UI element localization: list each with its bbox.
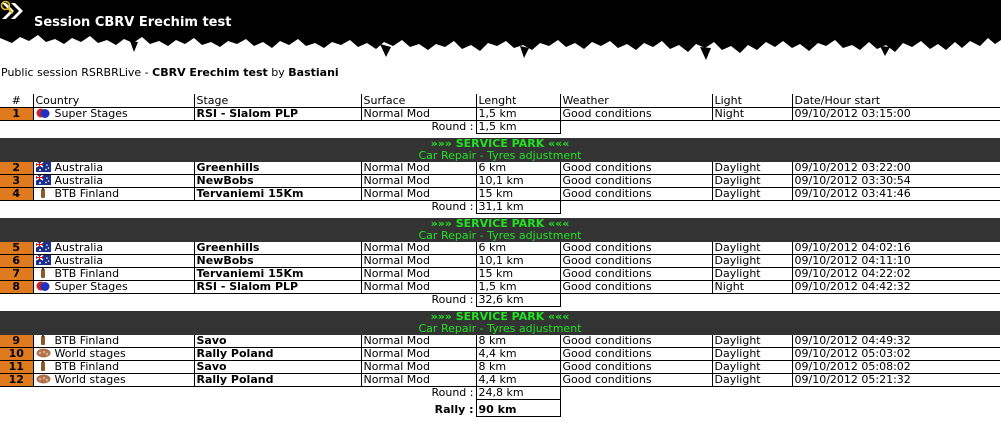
round-total: 31,1 km: [476, 201, 560, 214]
length-cell: 15 km: [476, 188, 560, 201]
length-cell: 8 km: [476, 361, 560, 374]
table-header-row: [0, 94, 1000, 108]
country-cell: [33, 281, 194, 294]
search-icon[interactable]: [0, 0, 14, 16]
round-label: Round :: [431, 200, 474, 214]
light-cell: Daylight: [712, 242, 792, 255]
country-name: BTB Finland: [54, 360, 120, 373]
surface-cell: Normal Mod: [361, 268, 476, 281]
country-cell: [33, 374, 194, 387]
table-row: [0, 374, 1000, 387]
world-stages-flag-icon: [36, 348, 51, 358]
surface-cell: Normal Mod: [361, 175, 476, 188]
empty-cell: [560, 400, 1000, 417]
light-cell: Daylight: [712, 162, 792, 175]
table-row: [0, 162, 1000, 175]
stage-number: 5: [0, 242, 33, 255]
surface-cell: Normal Mod: [361, 348, 476, 361]
stage-name: NewBobs: [194, 175, 361, 188]
light-cell: Daylight: [712, 175, 792, 188]
page-title: Session CBRV Erechim test: [34, 15, 232, 30]
country-name: Australia: [54, 162, 104, 174]
table-row: [0, 268, 1000, 281]
service-park-row: [0, 138, 1000, 150]
surface-cell: Normal Mod: [361, 242, 476, 255]
round-label: Round :: [431, 293, 474, 307]
length-cell: 10,1 km: [476, 175, 560, 188]
country-name: Australia: [54, 242, 104, 254]
service-park-title: »»» SERVICE PARK «««: [0, 138, 1000, 150]
page-header: [0, 0, 1001, 62]
table-row: [0, 335, 1000, 348]
stage-number: 3: [0, 175, 33, 188]
date-cell: 09/10/2012 04:11:10: [792, 255, 1000, 268]
weather-cell: Good conditions: [560, 108, 712, 121]
table-row: [0, 188, 1000, 201]
country-cell: [33, 242, 194, 255]
stage-number: 12: [0, 374, 33, 387]
service-park-row: [0, 150, 1000, 162]
table-row: [0, 361, 1000, 374]
length-cell: 10,1 km: [476, 255, 560, 268]
length-cell: 6 km: [476, 162, 560, 175]
length-cell: 15 km: [476, 268, 560, 281]
australia-flag-icon: [36, 162, 51, 172]
empty-cell: [560, 201, 1000, 214]
surface-cell: Normal Mod: [361, 108, 476, 121]
column-header: Date/Hour start: [792, 94, 1000, 108]
country-name: Super Stages: [54, 280, 128, 293]
country-cell: [33, 255, 194, 268]
surface-cell: Normal Mod: [361, 374, 476, 387]
stage-number: 1: [0, 108, 33, 121]
date-cell: 09/10/2012 04:49:32: [792, 335, 1000, 348]
session-description: [1, 66, 339, 79]
super-stages-flag-icon: [36, 108, 51, 118]
length-cell: 1,5 km: [476, 281, 560, 294]
country-cell: [33, 175, 194, 188]
surface-cell: Normal Mod: [361, 361, 476, 374]
date-cell: 09/10/2012 03:41:46: [792, 188, 1000, 201]
service-park-subtitle: Car Repair - Tyres adjustment: [0, 150, 1000, 162]
table-row: [0, 255, 1000, 268]
column-header: Stage: [194, 94, 361, 108]
weather-cell: Good conditions: [560, 162, 712, 175]
light-cell: Night: [712, 281, 792, 294]
weather-cell: Good conditions: [560, 255, 712, 268]
table-row: [0, 242, 1000, 255]
light-cell: Daylight: [712, 374, 792, 387]
service-park-subtitle: Car Repair - Tyres adjustment: [0, 323, 1000, 335]
stage-name: Tervaniemi 15Km: [194, 188, 361, 201]
column-header: Country: [33, 94, 194, 108]
table-row: [0, 175, 1000, 188]
stage-name: Savo: [194, 361, 361, 374]
stage-number: 10: [0, 348, 33, 361]
table-row: [0, 108, 1000, 121]
stage-name: RSI - Slalom PLP: [194, 281, 361, 294]
stage-name: Savo: [194, 335, 361, 348]
weather-cell: Good conditions: [560, 335, 712, 348]
weather-cell: Good conditions: [560, 175, 712, 188]
country-name: World stages: [54, 347, 126, 360]
date-cell: 09/10/2012 05:03:02: [792, 348, 1000, 361]
service-park-row: [0, 218, 1000, 230]
column-header: Light: [712, 94, 792, 108]
rally-total: 90 km: [476, 400, 560, 417]
round-label: Round :: [431, 120, 474, 134]
country-cell: [33, 268, 194, 281]
australia-flag-icon: [36, 175, 51, 185]
surface-cell: Normal Mod: [361, 335, 476, 348]
service-park-row: [0, 230, 1000, 242]
country-name: Australia: [54, 254, 104, 267]
country-cell: [33, 188, 194, 201]
weather-cell: Good conditions: [560, 361, 712, 374]
round-total: 32,6 km: [476, 294, 560, 307]
empty-cell: [560, 294, 1000, 307]
date-cell: 09/10/2012 04:02:16: [792, 242, 1000, 255]
light-cell: Night: [712, 108, 792, 121]
country-name: Australia: [54, 174, 104, 187]
weather-cell: Good conditions: [560, 374, 712, 387]
btb-flag-icon: [36, 335, 51, 345]
stage-number: 4: [0, 188, 33, 201]
date-cell: 09/10/2012 03:15:00: [792, 108, 1000, 121]
australia-flag-icon: [36, 255, 51, 265]
weather-cell: Good conditions: [560, 268, 712, 281]
country-name: World stages: [54, 373, 126, 386]
stage-number: 9: [0, 335, 33, 348]
btb-flag-icon: [36, 361, 51, 371]
country-cell: [33, 162, 194, 175]
rally-label: Rally :: [434, 403, 474, 416]
service-park-title: »»» SERVICE PARK «««: [0, 311, 1000, 323]
service-park-subtitle: Car Repair - Tyres adjustment: [0, 230, 1000, 242]
empty-cell: [560, 121, 1000, 134]
weather-cell: Good conditions: [560, 348, 712, 361]
date-cell: 09/10/2012 05:08:02: [792, 361, 1000, 374]
country-cell: [33, 335, 194, 348]
column-header: Weather: [560, 94, 712, 108]
date-cell: 09/10/2012 05:21:32: [792, 374, 1000, 387]
stage-number: 11: [0, 361, 33, 374]
stage-name: Greenhills: [194, 242, 361, 255]
country-name: Super Stages: [54, 107, 128, 120]
stage-name: Greenhills: [194, 162, 361, 175]
surface-cell: Normal Mod: [361, 188, 476, 201]
light-cell: Daylight: [712, 348, 792, 361]
column-header: #: [0, 94, 33, 108]
country-cell: [33, 108, 194, 121]
date-cell: 09/10/2012 03:22:00: [792, 162, 1000, 175]
surface-cell: Normal Mod: [361, 281, 476, 294]
weather-cell: Good conditions: [560, 242, 712, 255]
session-author: Bastiani: [288, 66, 339, 79]
round-summary-row: [0, 201, 1000, 214]
btb-flag-icon: [36, 188, 51, 198]
stage-number: 8: [0, 281, 33, 294]
stage-name: NewBobs: [194, 255, 361, 268]
column-header: Surface: [361, 94, 476, 108]
service-park-row: [0, 323, 1000, 335]
empty-cell: [560, 387, 1000, 400]
session-name: CBRV Erechim test: [152, 66, 268, 79]
length-cell: 4,4 km: [476, 374, 560, 387]
light-cell: Daylight: [712, 335, 792, 348]
stages-table: [0, 94, 1000, 417]
torn-header-background: [0, 0, 1001, 62]
session-by: by: [267, 66, 289, 79]
round-total: 24,8 km: [476, 387, 560, 400]
stage-number: 7: [0, 268, 33, 281]
surface-cell: Normal Mod: [361, 255, 476, 268]
light-cell: Daylight: [712, 268, 792, 281]
country-name: BTB Finland: [54, 335, 120, 347]
round-label: Round :: [431, 386, 474, 400]
country-cell: [33, 348, 194, 361]
round-total: 1,5 km: [476, 121, 560, 134]
country-name: BTB Finland: [54, 267, 120, 280]
weather-cell: Good conditions: [560, 188, 712, 201]
length-cell: 6 km: [476, 242, 560, 255]
stage-name: RSI - Slalom PLP: [194, 108, 361, 121]
stage-name: Rally Poland: [194, 348, 361, 361]
light-cell: Daylight: [712, 188, 792, 201]
round-summary-row: [0, 387, 1000, 400]
country-name: BTB Finland: [54, 187, 120, 200]
round-summary-row: [0, 121, 1000, 134]
btb-flag-icon: [36, 268, 51, 278]
australia-flag-icon: [36, 242, 51, 252]
session-prefix: Public session RSRBRLive -: [1, 66, 153, 79]
stage-number: 6: [0, 255, 33, 268]
stage-name: Rally Poland: [194, 374, 361, 387]
column-header: Lenght: [476, 94, 560, 108]
light-cell: Daylight: [712, 255, 792, 268]
length-cell: 4,4 km: [476, 348, 560, 361]
length-cell: 1,5 km: [476, 108, 560, 121]
service-park-title: »»» SERVICE PARK «««: [0, 218, 1000, 230]
table-row: [0, 281, 1000, 294]
country-cell: [33, 361, 194, 374]
round-summary-row: [0, 294, 1000, 307]
service-park-row: [0, 311, 1000, 323]
light-cell: Daylight: [712, 361, 792, 374]
table-row: [0, 348, 1000, 361]
date-cell: 09/10/2012 04:42:32: [792, 281, 1000, 294]
weather-cell: Good conditions: [560, 281, 712, 294]
stage-name: Tervaniemi 15Km: [194, 268, 361, 281]
date-cell: 09/10/2012 04:22:02: [792, 268, 1000, 281]
length-cell: 8 km: [476, 335, 560, 348]
super-stages-flag-icon: [36, 281, 51, 291]
surface-cell: Normal Mod: [361, 162, 476, 175]
date-cell: 09/10/2012 03:30:54: [792, 175, 1000, 188]
stage-number: 2: [0, 162, 33, 175]
world-stages-flag-icon: [36, 374, 51, 384]
rally-total-row: [0, 400, 1000, 417]
